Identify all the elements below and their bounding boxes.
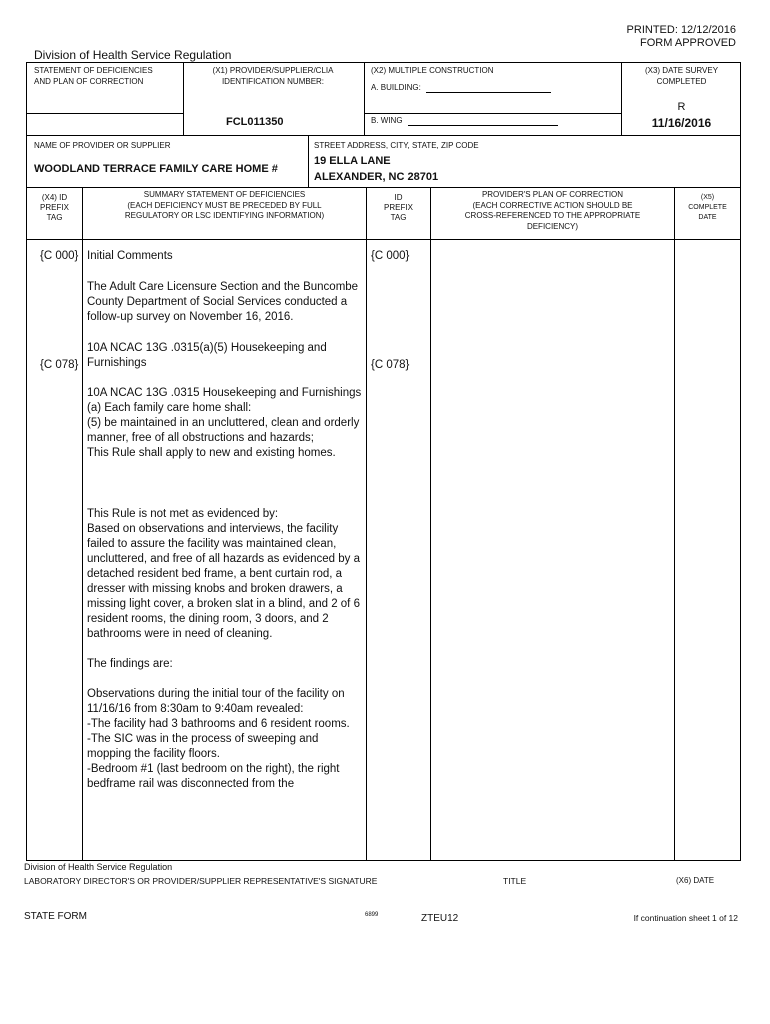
x4-line-1: (X4) ID [41, 193, 68, 202]
x5-header [675, 193, 740, 223]
building-field [371, 83, 551, 93]
plan-header [431, 190, 674, 232]
initial-comments-paragraph: The Adult Care Licensure Section and the Buncombe County Department of Social Services conducted a follow-up survey on November 16, 2016. [87, 281, 359, 323]
x1-label-1: (X1) PROVIDER/SUPPLIER/CLIA [212, 66, 334, 75]
x5-line-2: COMPLETE [688, 204, 727, 211]
rule-not-met: This Rule is not met as evidenced by: [87, 508, 279, 520]
col-div-2 [366, 187, 367, 860]
plan-line-1: PROVIDER'S PLAN OF CORRECTION [481, 190, 624, 199]
building-blank [426, 84, 551, 93]
header-top-rule [26, 62, 741, 63]
signature-label: LABORATORY DIRECTOR'S OR PROVIDER/SUPPLIER REPRESENTATIVE'S SIGNATURE [24, 876, 378, 886]
summary-header [84, 190, 365, 222]
id-line-2: PREFIX [384, 203, 413, 212]
printed-date: PRINTED: 12/12/2016 [626, 24, 736, 36]
id-header [367, 193, 430, 223]
construction-inner-rule [364, 113, 621, 114]
col-div-3 [430, 187, 431, 860]
city-state-zip: ALEXANDER, NC 28701 [314, 171, 439, 183]
divider-x1 [183, 62, 184, 135]
stmt-inner-rule [26, 113, 183, 114]
agency-title: Division of Health Service Regulation [34, 48, 232, 62]
observation-bathrooms: -The facility had 3 bathrooms and 6 resident rooms. [87, 718, 350, 730]
summary-column [87, 249, 363, 792]
divider-x2 [364, 62, 365, 135]
x4-line-2: PREFIX [40, 203, 69, 212]
continuation-sheet: If continuation sheet 1 of 12 [633, 913, 738, 923]
column-header-rule [26, 239, 741, 240]
x2-label: (X2) MULTIPLE CONSTRUCTION [371, 66, 494, 75]
observation-bedroom-1: -Bedroom #1 (last bedroom on the right), the right bedframe rail was disconnected from the [87, 763, 340, 790]
rule-part-5: (5) be maintained in an uncluttered, clean and orderly manner, free of all obstructions and hazards; [87, 417, 360, 444]
x3-label-1: (X3) DATE SURVEY [644, 66, 719, 75]
summary-line-2: (EACH DEFICIENCY MUST BE PRECEDED BY FULL [127, 200, 322, 210]
survey-date: 11/16/2016 [651, 116, 712, 130]
observation-sweeping: -The SIC was in the process of sweeping and mopping the facility floors. [87, 733, 319, 760]
col-div-1 [82, 187, 83, 860]
wing-field [371, 116, 558, 126]
table-bottom-rule [26, 860, 741, 861]
footer-agency: Division of Health Service Regulation [24, 862, 173, 872]
building-label: A. BUILDING: [371, 83, 421, 92]
x4-line-3: TAG [46, 213, 63, 222]
provider-id-number: FCL011350 [226, 116, 284, 128]
tag-c000-right: {C 000} [371, 250, 410, 262]
summary-line-3: REGULATORY OR LSC IDENTIFYING INFORMATION) [124, 211, 325, 220]
provider-name-label: NAME OF PROVIDER OR SUPPLIER [34, 141, 171, 150]
col-div-4 [674, 187, 675, 860]
x5-line-3: DATE [698, 214, 717, 221]
plan-line-2: (EACH CORRECTIVE ACTION SHOULD BE [472, 200, 633, 210]
initial-comments-title: Initial Comments [87, 250, 173, 262]
left-border [26, 62, 27, 860]
x3-code: R [677, 101, 686, 113]
tag-c000: {C 000} [40, 250, 79, 262]
rule-part-a: (a) Each family care home shall: [87, 402, 252, 414]
form-approved: FORM APPROVED [640, 37, 736, 49]
rule-citation: 10A NCAC 13G .0315 Housekeeping and Furnishings [87, 387, 362, 399]
x1-label-2: IDENTIFICATION NUMBER: [221, 77, 325, 86]
id-line-1: ID [394, 193, 403, 202]
x3-label-2: COMPLETED [656, 77, 707, 86]
provider-bottom-rule [26, 187, 741, 188]
tag-c078: {C 078} [40, 359, 79, 371]
c078-title: 10A NCAC 13G .0315(a)(5) Housekeeping and Furnishings [87, 342, 327, 369]
findings-are: The findings are: [87, 658, 173, 670]
plan-line-3: CROSS-REFERENCED TO THE APPROPRIATE [464, 211, 641, 220]
statement-label-1: STATEMENT OF DEFICIENCIES [34, 66, 153, 75]
state-form-label: STATE FORM [24, 911, 87, 922]
x6-date-label: (X6) DATE [676, 876, 715, 885]
divider-x3 [621, 62, 622, 135]
event-id: ZTEU12 [421, 913, 459, 924]
rule-applicability: This Rule shall apply to new and existing homes. [87, 447, 336, 459]
plan-line-4: DEFICIENCY) [526, 221, 579, 231]
x5-line-1: (X5) [700, 194, 715, 201]
observation-intro: Observations during the initial tour of the facility on 11/16/16 from 8:30am to 9:40am revealed: [87, 688, 345, 715]
form-number: 6899 [365, 912, 379, 918]
wing-blank [408, 117, 558, 126]
wing-label: B. WING [371, 116, 403, 125]
id-line-3: TAG [390, 213, 407, 222]
address-label: STREET ADDRESS, CITY, STATE, ZIP CODE [314, 141, 479, 150]
provider-name: WOODLAND TERRACE FAMILY CARE HOME # [34, 163, 278, 175]
divider-address [308, 135, 309, 187]
statement-label-2: AND PLAN OF CORRECTION [34, 77, 144, 86]
x4-header [27, 193, 82, 223]
findings-summary: Based on observations and interviews, the facility failed to assure the facility was maintained clean, uncluttered, and free of all hazards as evidenced by a detached resident bed frame, a bent curtain rod, a dresser with missing knobs and broken drawers, a missing light cover, a broken slat in a blind, and 2 of 6 resident rooms, the dining room, 3 doors, and 2 bathrooms were in need of cleaning. [87, 523, 360, 640]
summary-line-1: SUMMARY STATEMENT OF DEFICIENCIES [143, 190, 306, 199]
header-mid-rule [26, 135, 741, 136]
tag-c078-right: {C 078} [371, 359, 410, 371]
title-label: TITLE [503, 876, 527, 886]
street-address: 19 ELLA LANE [314, 155, 391, 167]
right-border [740, 62, 741, 860]
